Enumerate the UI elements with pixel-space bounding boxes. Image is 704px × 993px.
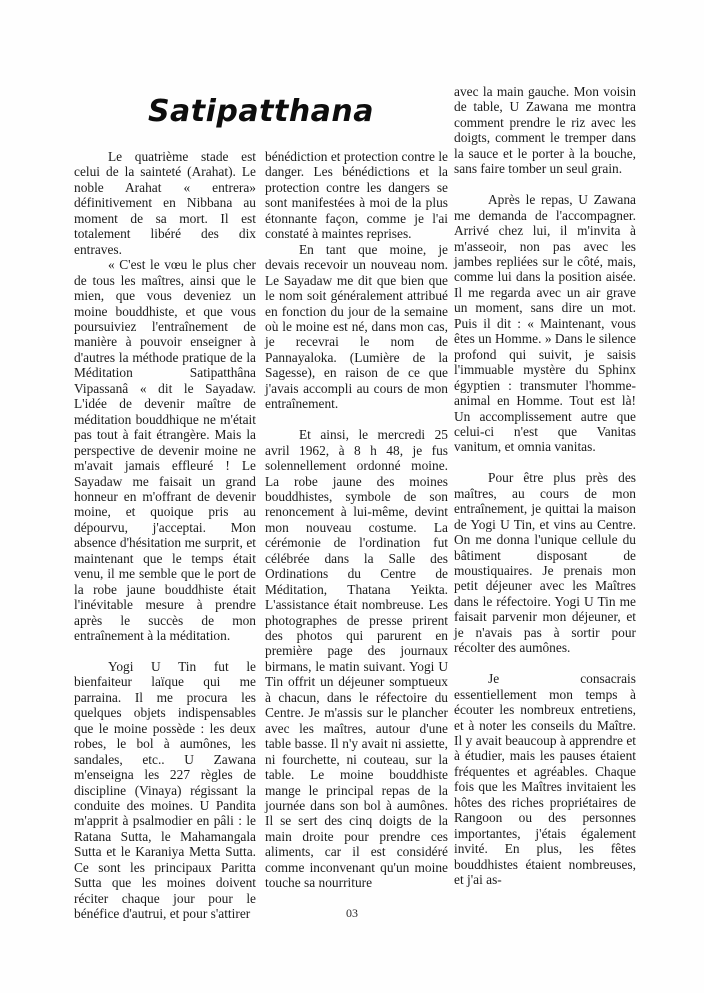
paragraph: Je consacrais essentiellement mon temps à écouter les nombreux entretiens, et à noter les conseils du Maître. Il y avait beaucoup à apprendre et à étudier, mais les pauses étaient fréquentes et agréables. Chaque fois que les Maîtres invitaient les hôtes des riches propriétaires de Rangoon ou des personnes importantes, j'étais également invité. En plus, les fêtes bouddhistes étaient nombreuses, et j'ai as- [454, 671, 636, 888]
text-column-2 [265, 149, 448, 899]
paragraph: Yogi U Tin fut le bienfaiteur laïque qui me parraina. Il me procura les quelques objets indispensables que le moine possède : les deux robes, le bol à aumônes, les sandales, etc.. U Zawana m'enseigna les 227 règles de discipline (Vinaya) régissant la conduite des moines. U Pandita m'apprit à psalmodier en pâli : le Ratana Sutta, le Mahamangala Sutta et le Karaniya Metta Sutta. Ce sont les principaux Paritta Sutta que les moines doivent réciter chaque jour pour le bénéfice d'autrui, et pour s'attirer [74, 658, 256, 922]
text-column-3 [454, 84, 636, 899]
paragraph: Et ainsi, le mercredi 25 avril 1962, à 8 h 48, je fus solennellement ordonné moine. La robe jaune des moines bouddhistes, symbole de son renoncement à lui-même, devint mon nouveau costume. La cérémonie de l'ordination fut célébrée dans la Salle des Ordinations du Centre de Méditation, Thatana Yeikta. L'assistance était nombreuse. Les photographes de presse prirent des photos qui parurent en première page des journaux birmans, le matin suivant. Yogi U Tin offrit un déjeuner somptueux à chacun, dans le réfectoire du Centre. Je m'assis sur le plancher avec les maîtres, autour d'une table basse. Il n'y avait ni assiette, ni fourchette, ni couteau, sur la table. Le moine bouddhiste mange le principal repas de la journée dans son bol à aumônes. Il se sert des cinq doigts de la main droite pour prendre ces aliments, car il est considéré comme inconvenant qu'un moine touche sa nourriture [265, 427, 448, 891]
paragraph: Le quatrième stade est celui de la sainteté (Arahat). Le noble Arahat « entrera» définitivement en Nibbana au moment de sa mort. Il est totalement libéré des dix entraves. [74, 149, 256, 257]
paragraph: Après le repas, U Zawana me demanda de l'accompagner. Arrivé chez lui, il m'invita à m'asseoir, non pas avec les jambes repliées sur le côté, mais, comme lui dans la position aisée. Il me regarda avec un air grave un moment, sans dire un mot. Puis il dit : « Maintenant, vous êtes un Homme. » Dans le silence profond qui suivit, je saisis l'immuable mystère du Sphinx égyptien : transmuter l'homme-animal en Homme. Tout est là! Un accomplissement autre que celui-ci n'est que Vanitas vanitum, et omnia vanitas. [454, 192, 636, 455]
page-title: Satipatthana [147, 94, 375, 130]
text-column-1 [74, 149, 256, 922]
paragraph: « C'est le vœu le plus cher de tous les maîtres, ainsi que le mien, que vous deveniez un moine bouddhiste, et que vous poursuiviez l'entraînement de manière à pouvoir enseigner à d'autres la méthode pratique de la Méditation Satipatthâna Vipassanâ « dit le Sayadaw. L'idée de devenir maître de méditation bouddhique ne m'était pas tout à fait étrangère. Mais la perspective de devenir moine ne m'avait jamais effleuré ! Le Sayadaw me faisait un grand honneur en m'offrant de devenir moine, et quoique pris au dépourvu, j'acceptai. Mon absence d'hésitation me surprit, et maintenant que le temps était venu, il me semble que le port de la robe jaune bouddhiste était l'inévitable mesure à prendre après le succès de mon entraînement à la méditation. [74, 257, 256, 644]
paragraph: avec la main gauche. Mon voisin de table, U Zawana me montra comment prendre le riz avec les doigts, comment le tremper dans la sauce et le porter à la bouche, sans faire tomber un seul grain. [454, 84, 636, 177]
paragraph: Pour être plus près des maîtres, au cours de mon entraînement, je quittai la maison de Yogi U Tin, et vins au Centre. On me donna l'unique cellule du bâtiment disposant de moustiquaires. Je prenais mon petit déjeuner avec les Maîtres dans le réfectoire. Yogi U Tin me faisait parvenir mon déjeuner, et je n'avais pas à sortir pour récolter des aumônes. [454, 470, 636, 656]
paragraph: bénédiction et protection contre le danger. Les bénédictions et la protection contre les dangers se sont manifestées à moi de la plus étonnante façon, comme je l'ai constaté à maintes reprises. [265, 149, 448, 242]
paragraph: En tant que moine, je devais recevoir un nouveau nom. Le Sayadaw me dit que bien que le nom soit généralement attribué en fonction du jour de la semaine où le moine est né, dans mon cas, je recevrai le nom de Pannayaloka. (Lumière de la Sagesse), en raison de ce que j'avais accompli au cours de mon entraînement. [265, 241, 448, 412]
page-number: 03 [346, 906, 358, 920]
